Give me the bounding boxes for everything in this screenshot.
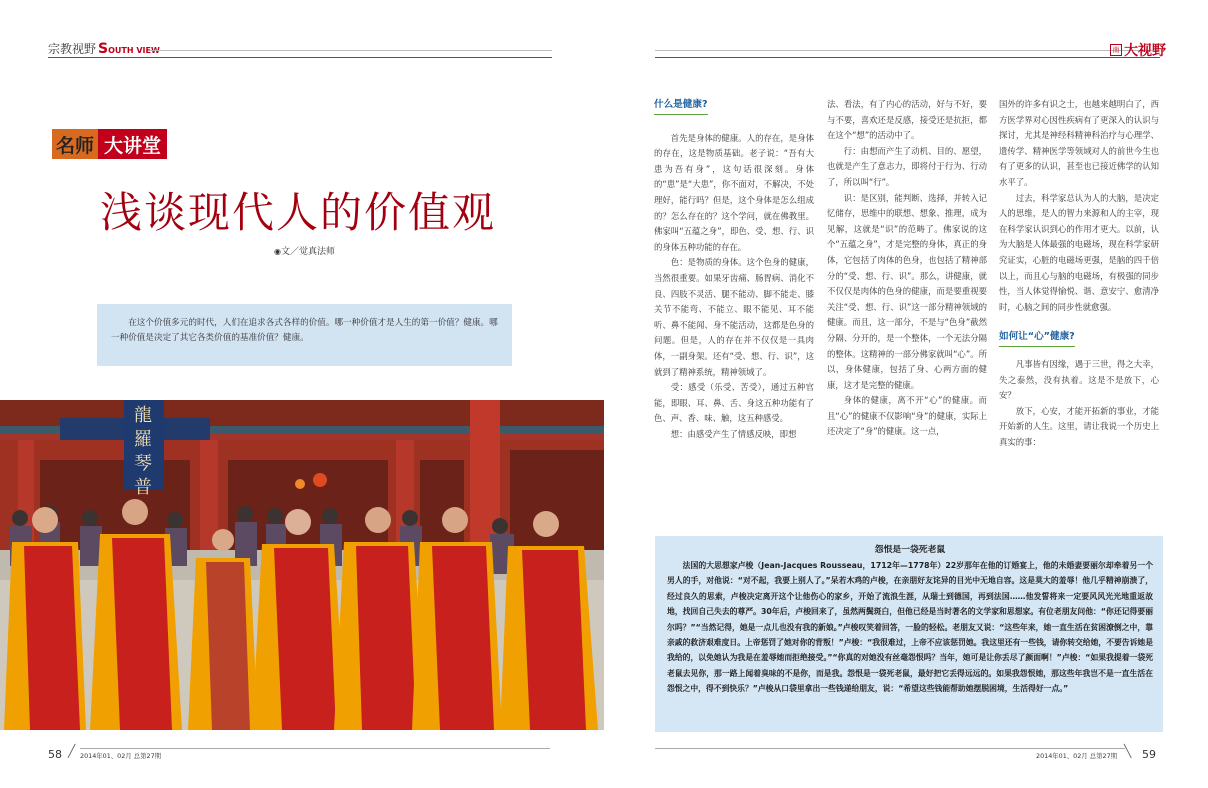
monks-photo <box>0 400 604 730</box>
col3-paragraph: 过去，科学家总认为人的大脑，是决定人的思维，是人的智力来源和人的主宰，现在科学家认识到心的作用才更大。以前，认为大脑是人体最强的电磁场，现在科学家研究证实，心脏的电磁场更强，是脑的四千倍以上，而且心与脑的电磁场，有极强的同步性，当人体觉得愉悦、谐、意安宁、愈清净时，心脑之间的同步性就愈强。 <box>999 192 1159 312</box>
col2-paragraph: 识：是区别，能判断、选择，并转入记忆储存，思维中的联想、想象、推理，成为见解，这就是“识”的范畴了。佛家说的这个“五蕴之身”，才是完整的身体，真正的身体，它包括了肉体的色身，也包括了精神部分的“受、想、行、识”。那么，讲健康，就不仅仅是肉体的色身的健康，而是要重视要关注“受、想、行、识”这一部分精神领域的健康。而且，这一部分，不是与“色身”截然分隔、分开的，是一个整体，一个无法分隔的整体。这精神的一部分佛家就叫“心”。所以，身体健康，包括了身、心两方面的健康，这才是完整的健康。 <box>827 192 987 390</box>
page-number-left: 58 <box>48 748 62 761</box>
header-rule <box>48 57 552 58</box>
col1-paragraph: 色：是物质的身体。这个色身的健康，当然很重要。如果牙齿痛、肠胃病、消化不良、四肢不灵活、腿不能动、脚不能走、膝关节不能弯、不能立、眼不能见、耳不能听、鼻不能闻、身不能活动，这都是色身的问题。但是，人的存在并不仅仅是一具肉体，一副身架。还有“受、想、行、识”，这就到了精神系统，精神领域了。 <box>654 257 814 377</box>
column-tag-b: 大讲堂 <box>98 129 167 159</box>
brand-logo-icon: 南 <box>1110 44 1122 56</box>
brand-title: 大视野 <box>1124 43 1166 59</box>
header-rule-thin-right <box>655 50 1160 51</box>
footer-issue-right: 2014年01、02月 总第27期 <box>1036 752 1118 760</box>
col1-paragraph: 首先是身体的健康。人的存在，是身体的存在，这是物质基础。老子说：“吾有大患为吾有身”，这句话很深刻。身体的“患”是“大患”，你不面对，不解决，不处理好，能行吗？但是，这个身体是怎么组成的？怎么存在的？这个学问，就在佛教里。佛家叫“五蕴之身”，即色、受、想、行、识的身体五种功能的存在。 <box>654 132 814 252</box>
column-tag <box>52 129 167 159</box>
story-box <box>655 536 1163 732</box>
footer-backslash-icon: ╲ <box>1124 744 1132 758</box>
page-number-right: 59 <box>1142 748 1156 761</box>
heading-what-is-health: 什么是健康? <box>654 97 708 115</box>
col3-paragraph: 放下，心安，才能开拓新的事业，才能开始新的人生。这里，请让我说一个历史上真实的事： <box>999 405 1159 447</box>
footer-slash-icon: ╱ <box>68 744 76 758</box>
header-rule-thin <box>150 50 552 51</box>
header-rule-right <box>655 57 1160 58</box>
temple-scene <box>0 400 604 730</box>
left-header <box>48 40 160 57</box>
section-label: 宗教视野 <box>48 42 97 56</box>
right-header-brand <box>1110 40 1166 60</box>
footer-rule-left <box>80 748 550 749</box>
col3-paragraph: 凡事皆有因缘，遇于三世，得之大幸，失之泰然，没有执着。这是不是放下，心安？ <box>999 358 1159 401</box>
article-column-2 <box>827 97 987 440</box>
col2-paragraph: 行：由想而产生了动机、目的、愿望，也就是产生了意志力，即将付于行为、行动了，所以叫“行”。 <box>827 145 987 187</box>
col1-paragraph: 受：感受（乐受、苦受），通过五种官能，即眼、耳、鼻、舌、身这五种功能有了色、声、香、味、触，这五种感受。 <box>654 382 814 424</box>
footer-rule-right <box>655 748 1125 749</box>
story-text: 法国的大思想家卢梭（Jean-Jacques Rousseau，1712年—1778年）22岁那年在他的订婚宴上，他的未婚妻要丽尔却牵着另一个男人的手，对他说：“对不起，我要上别人了。”呆若木鸡的卢梭，在亲朋好友诧异的目光中无地自容。这是莫大的羞辱！他几乎精神崩溃了，经过良久的思索，卢梭决定离开这个让他伤心的家乡，开始了流浪生涯，从瑞士到德国，再到法国……他发誓将来一定要风风光光地重返故地，找回自己失去的尊严。30年后，卢梭回来了，虽然两鬓斑白，但他已经是当时著名的文学家和思想家。有位老朋友问他：“你还记得要丽尔吗？”“当然记得，她是一点儿也没有我的新娘。”卢梭叹笑着回答，一脸的轻松。老朋友又说：“这些年来，她一直生活在贫困潦倒之中，靠亲戚的救济艰难度日。上帝惩罚了她对你的背叛！”卢梭：“我很难过，上帝不应该惩罚她。我这里还有一些钱，请你转交给她，不要告诉她是我给的，以免她认为我是在羞辱她而拒绝接受。”“你真的对她没有丝毫怨恨吗？当年，她可是让你丢尽了颜面啊！”卢梭：“如果我提着一袋死老鼠去见你，那一路上闻着臭味的不是你，而是我。怨恨是一袋死老鼠，最好把它丢得远远的。如果我怨恨她，那这些年我岂不是一直生活在怨恨之中，得不到快乐？”卢梭从口袋里拿出一些钱递给朋友，说：“希望这些钱能帮助她摆脱困境，生活得好一点。” <box>667 561 1153 694</box>
footer-issue-left: 2014年01、02月 总第27期 <box>80 752 162 760</box>
heading-how-heart-healthy: 如何让“心”健康? <box>999 329 1075 347</box>
brand-name: OUTH VIEW <box>108 46 160 55</box>
intro-box: 在这个价值多元的时代，人们在追求各式各样的价值。哪一种价值才是人生的第一价值？健康。哪一种价值是决定了其它各类价值的基准价值？健康。 <box>97 304 512 366</box>
story-title: 怨恨是一袋死老鼠 <box>874 545 946 555</box>
byline-bullet-icon: ◉ <box>274 247 281 256</box>
byline: ◉文／觉真法师 <box>274 247 335 257</box>
column-tag-a: 名师 <box>52 129 98 159</box>
signboard-text: 龍羅琴普 <box>134 405 152 498</box>
brand-initial: S <box>98 41 109 57</box>
col2-paragraph: 身体的健康，离不开“心”的健康。而且“心”的健康不仅影响“身”的健康，实际上还决定了“身”的健康。这一点， <box>827 395 987 437</box>
article-column-1 <box>654 97 814 442</box>
article-title: 浅谈现代人的价值观 <box>100 188 497 237</box>
article-column-3 <box>999 97 1159 450</box>
col1-paragraph: 想：由感受产生了情感反映，即想 <box>670 428 797 439</box>
col3-paragraph: 国外的许多有识之士，也越来越明白了，西方医学界对心因性疾病有了更深入的认识与探讨，尤其是神经科精神科治疗与心理学、遗传学、精神医学等领域对人的前世今生也有了更多的认识，甚至也已接近佛学的认知水平了。 <box>999 99 1159 187</box>
col2-paragraph: 法、看法，有了内心的活动，好与不好，要与不要，喜欢还是反感，接受还是抗拒，都在这个“想”的活动中了。 <box>827 99 987 141</box>
